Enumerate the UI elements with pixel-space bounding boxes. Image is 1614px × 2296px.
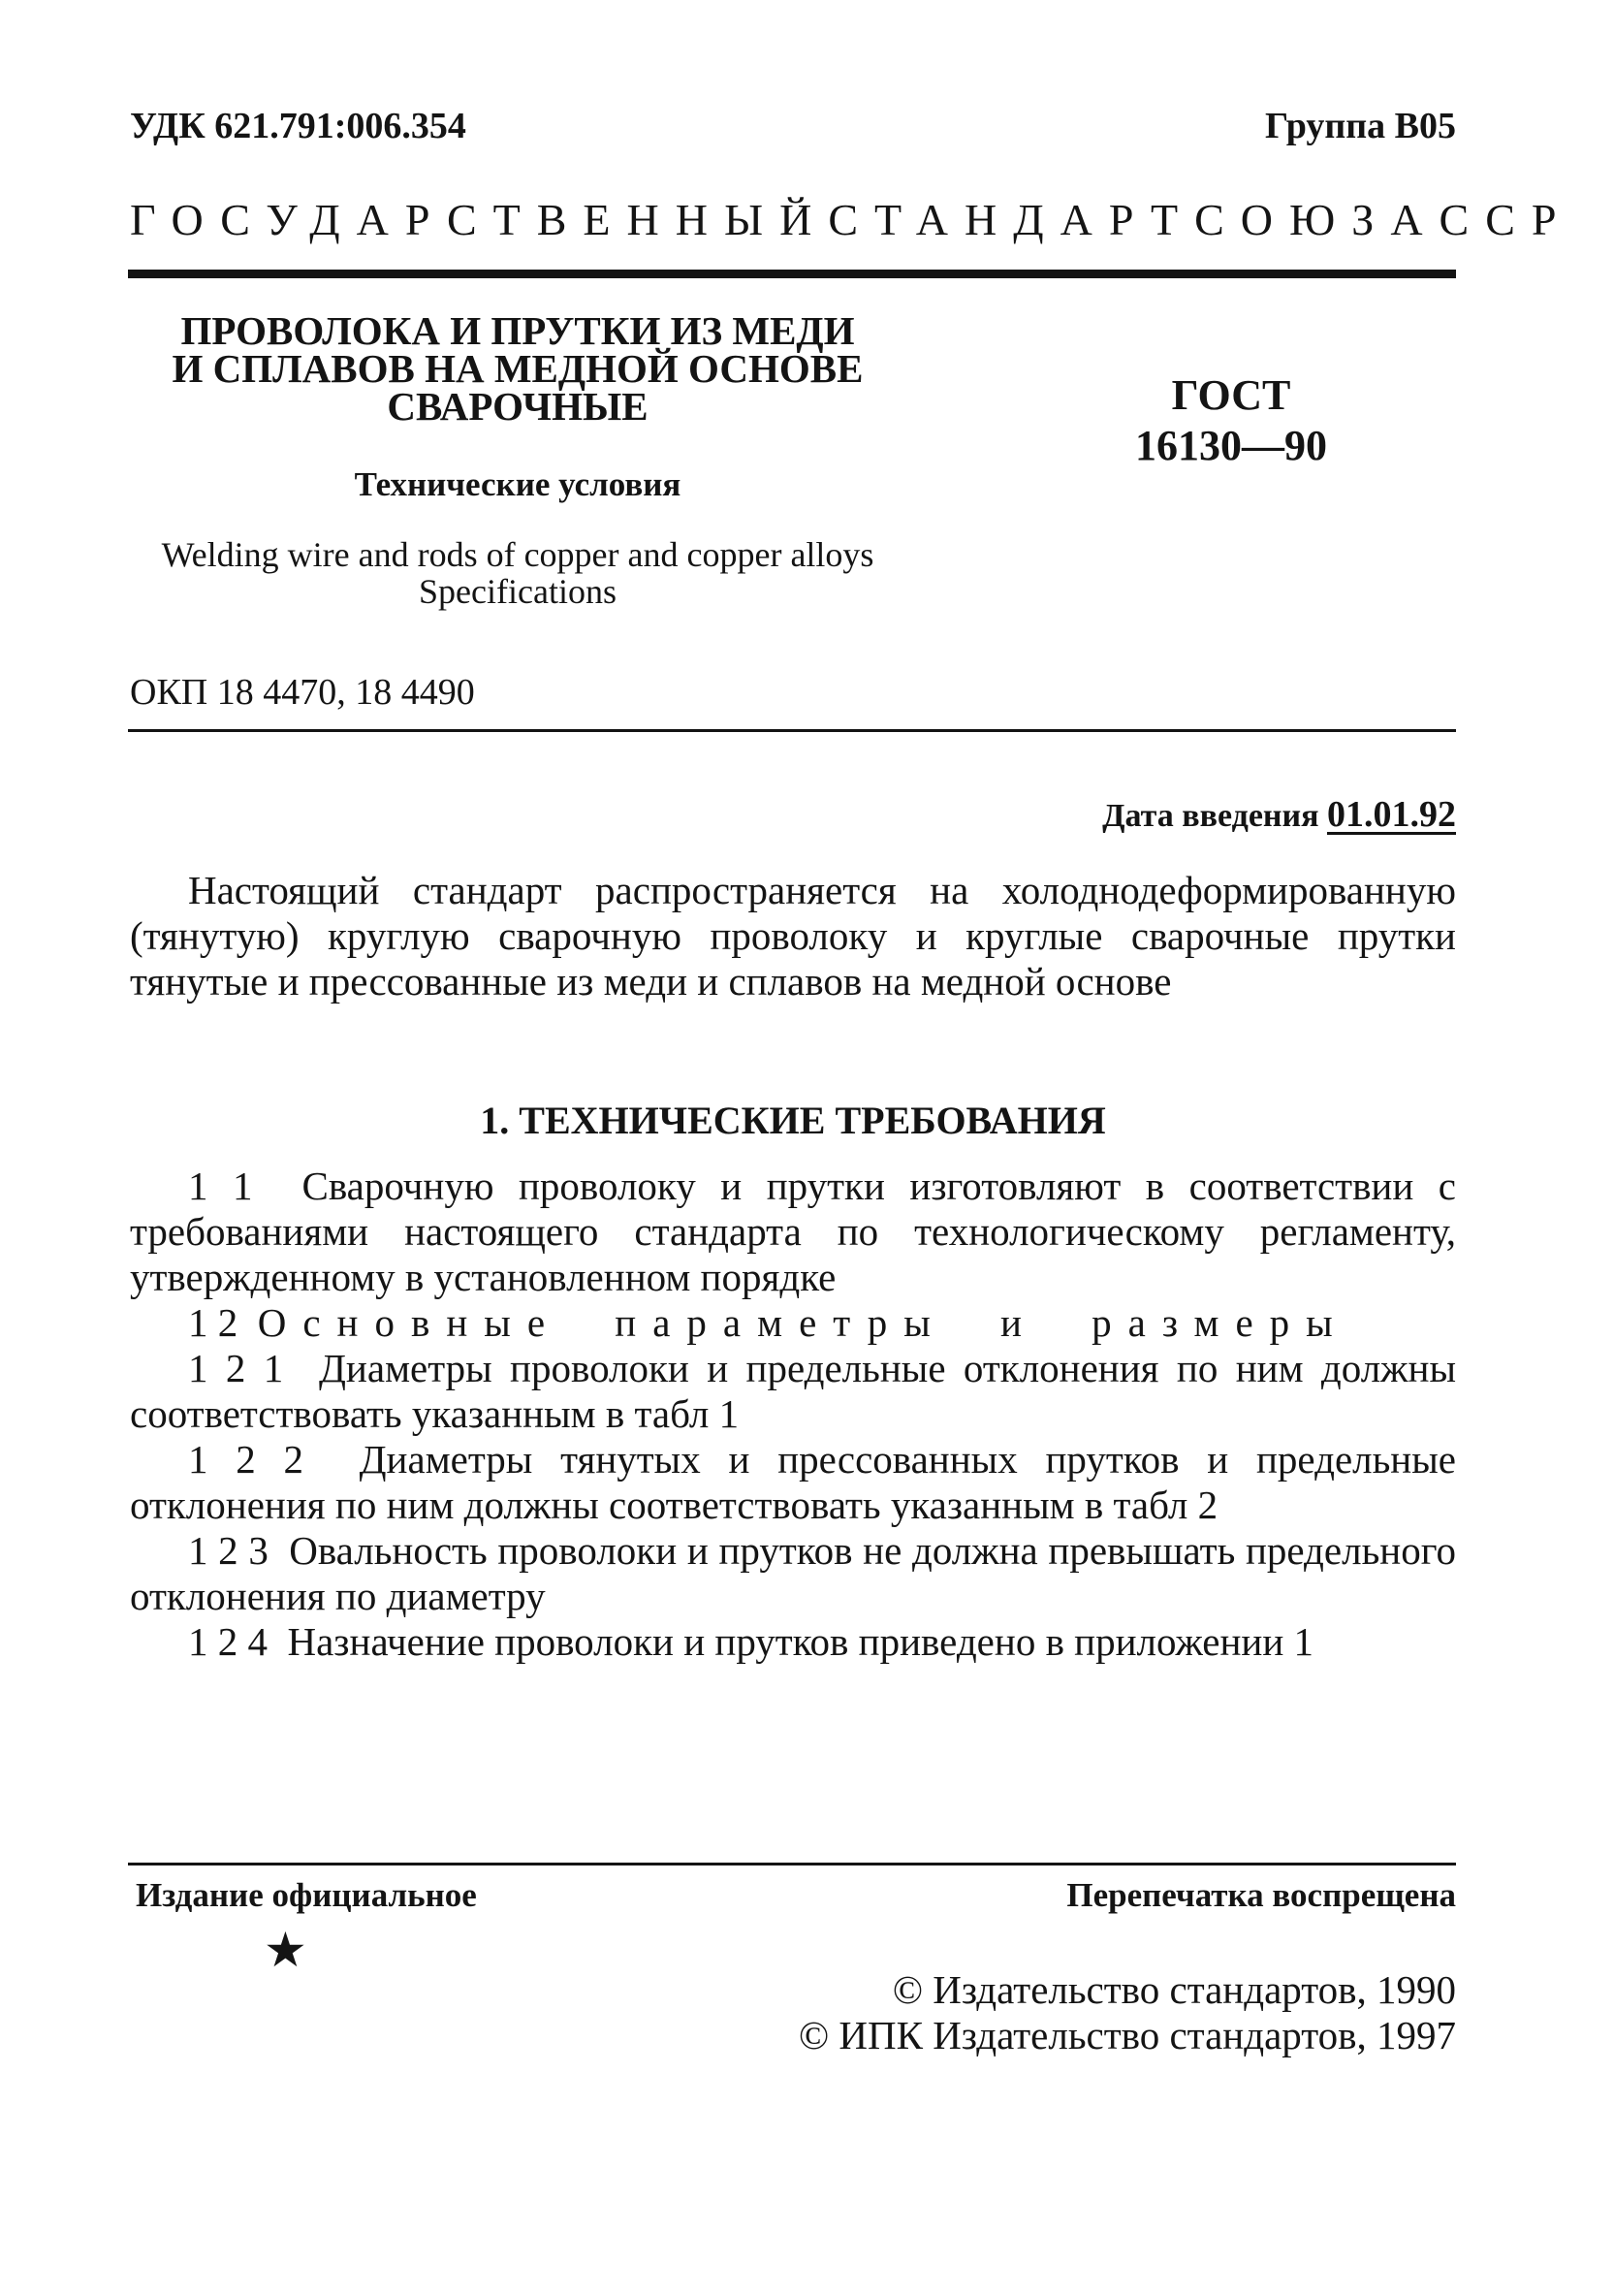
clause-number: 1 2 3 xyxy=(188,1528,269,1573)
introduction-date-label: Дата введения xyxy=(1102,798,1319,834)
english-title-line: Specifications xyxy=(419,572,617,611)
english-title-line: Welding wire and rods of copper and copper alloys xyxy=(161,535,874,574)
title-line: СВАРОЧНЫЕ xyxy=(387,384,649,429)
footer-divider xyxy=(128,1863,1456,1866)
clause-text: Основные параметры и размеры xyxy=(257,1300,1349,1345)
star-icon: ★ xyxy=(264,1923,307,1977)
reprint-prohibited-label: Перепечатка воспрещена xyxy=(1066,1876,1456,1914)
header-divider xyxy=(128,270,1456,278)
okp-code: ОКП 18 4470, 18 4490 xyxy=(130,672,475,713)
introduction-date xyxy=(1102,793,1456,836)
state-standard-word: ССР xyxy=(1439,195,1573,244)
document-subtitle: Технические условия xyxy=(354,465,681,503)
clause-item xyxy=(130,1619,1456,1665)
okp-divider xyxy=(128,729,1456,732)
state-standard-word: СОЮЗА xyxy=(1194,195,1440,244)
clause-item xyxy=(130,1437,1456,1528)
clause-item xyxy=(130,1164,1456,1300)
clause-item xyxy=(130,1300,1456,1346)
clause-number: 1 2 1 xyxy=(188,1346,284,1390)
clause-item xyxy=(130,1346,1456,1437)
introduction-date-value: 01.01.92 xyxy=(1327,794,1456,835)
official-edition-label: Издание официальное xyxy=(136,1876,477,1914)
copyright-line: © ИПК Издательство стандартов, 1997 xyxy=(798,2013,1456,2057)
gost-label: ГОСТ xyxy=(1171,371,1291,419)
gost-designation xyxy=(1105,370,1357,471)
clause-text: Овальность проволоки и прутков не должна превышать предельного отклонения по диаметру xyxy=(130,1528,1457,1618)
section-heading: 1. ТЕХНИЧЕСКИЕ ТРЕБОВАНИЯ xyxy=(480,1099,1106,1142)
udk-code: УДК 621.791:006.354 xyxy=(130,106,466,146)
document-title xyxy=(130,308,905,429)
state-standard-heading xyxy=(130,194,1573,245)
clause-number: 1 1 xyxy=(188,1164,253,1208)
clause-list xyxy=(130,1164,1456,1665)
clause-number: 1 2 xyxy=(188,1300,238,1345)
clause-text: Диаметры проволоки и предельные отклонения по ним должны соответствовать указанным в табл 1 xyxy=(130,1346,1456,1436)
clause-item xyxy=(130,1528,1456,1619)
scope-text: Настоящий стандарт распространяется на холоднодеформированную (тянутую) круглую сварочную проволоку и круглые сварочные прутки тянутые и прессованные из меди и сплавов на медной основе xyxy=(130,868,1456,1004)
group-code: Группа В05 xyxy=(1264,106,1456,146)
title-line: И СПЛАВОВ НА МЕДНОЙ ОСНОВЕ xyxy=(172,346,864,391)
state-standard-word: ГОСУДАРСТВЕННЫЙ xyxy=(130,195,829,244)
clause-text: Диаметры тянутых и прессованных прутков и предельные отклонения по ним должны соответствовать указанным в табл 2 xyxy=(130,1437,1456,1527)
clause-text: Сварочную проволоку и прутки изготовляют в соответствии с требованиями настоящего стандарта по технологическому регламенту, утвержденному в установленном порядке xyxy=(130,1164,1457,1299)
gost-number: 16130—90 xyxy=(1135,422,1327,469)
clause-text: Назначение проволоки и прутков приведено в приложении 1 xyxy=(287,1619,1314,1664)
clause-number: 1 2 2 xyxy=(188,1437,304,1482)
clause-number: 1 2 4 xyxy=(188,1619,268,1664)
scope-paragraph xyxy=(130,868,1456,1004)
state-standard-word: СТАНДАРТ xyxy=(828,195,1195,244)
english-title xyxy=(130,536,905,610)
copyright-line: © Издательство стандартов, 1990 xyxy=(892,1967,1456,2012)
title-line: ПРОВОЛОКА И ПРУТКИ ИЗ МЕДИ xyxy=(180,308,855,353)
